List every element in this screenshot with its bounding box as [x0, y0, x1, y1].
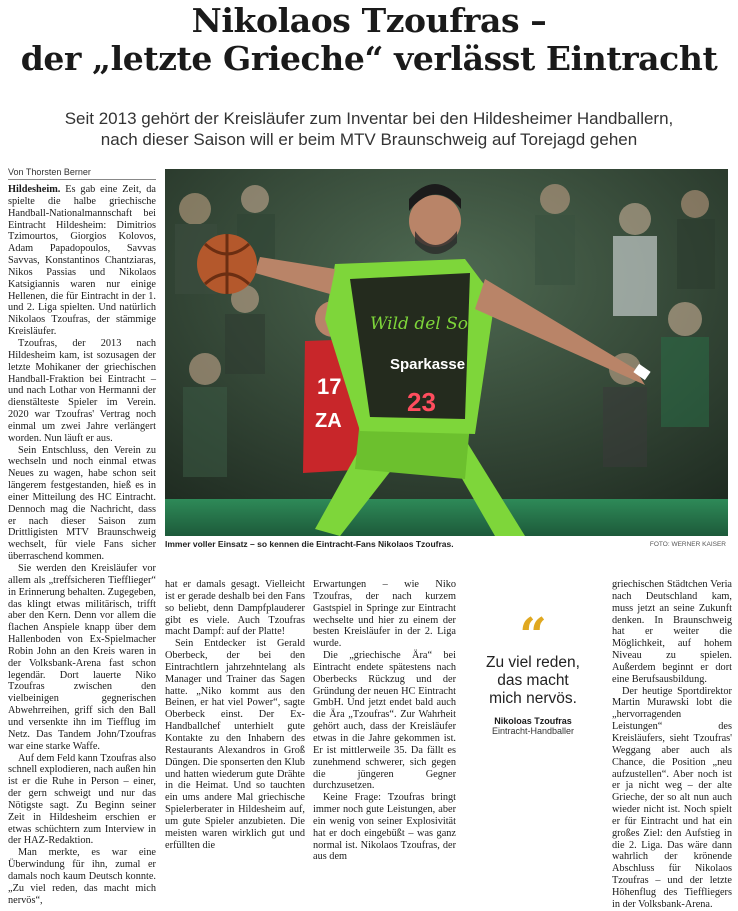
quote-mark-icon: “ — [519, 608, 547, 664]
byline-rule — [8, 179, 156, 180]
handball — [197, 234, 257, 294]
jersey-text-2: Sparkasse — [390, 356, 466, 373]
paragraph-10: Die „griechische Ära“ bei Eintracht endete spätestens nach Oberbecks Rückzug und der Gründung der neuen HC Eintracht GmbH. Und jetzt endet bald auch die Ära „Tzoufras“. Zur Wahrheit gehört auch, dass der Kreisläufer etwas in die Jahre gekommen ist. Er ist mittlerweile 35. Da fällt es zunehmend schwerer, sich gegen die jüngeren Gegner durchzusetzen. — [313, 650, 456, 792]
subheadline-line-2: nach dieser Saison will er beim MTV Braunschweig auf Torejagd gehen — [100, 130, 638, 149]
paragraph-1-text: Es gab eine Zeit, da spielte die halbe griechische Handball-Nationalmannschaft bei Eintracht Hildesheim: Dimitrios Tzimourtos, Giorgios Kolovos, Adam Papadopoulos, Savvas Savvas, Konstantinos Chantziaras, Nikos Passias und Nikolaos Katsigiannis waren nur einige Hellenen, die für Eintracht in der 1. und 2. Liga spielten. Und natürlich Nikolaos Tzoufras, der stämmige Kreisläufer. — [8, 184, 156, 338]
subheadline — [0, 108, 738, 150]
byline: Von Thorsten Berner — [8, 167, 91, 177]
dateline: Hildesheim. — [8, 184, 61, 195]
paragraph-1 — [8, 184, 156, 338]
jersey-number: 23 — [407, 387, 436, 417]
paragraph-9: Erwartungen – wie Niko Tzoufras, der nach kurzem Gastspiel in Springe zur Eintracht wechselte und hier zu einem der besten Kreisläufer in der 2. Liga wurde. — [313, 579, 456, 650]
subheadline-line-1: Seit 2013 gehört der Kreisläufer zum Inventar bei den Hildesheimer Handballern, — [64, 109, 674, 128]
jersey-text-1: Wild del Sol — [370, 314, 474, 334]
photo-credit: FOTO: WERNER KAISER — [649, 541, 726, 548]
paragraph-2: Tzoufras, der 2013 nach Hildesheim kam, ist sozusagen der letzte Mohikaner der griechischen Handball-Fraktion bei Eintracht – und nach Lothar von Hermanni der dienstälteste Spieler im Verein. 2020 war Tzoufras' Vertrag noch einmal um zwei Jahre verlängert worden. Nun läuft er aus. — [8, 337, 156, 444]
paragraph-13: Der heutige Sportdirektor Martin Murawski lobt die „hervorragenden Leistungen“ des Kreisläufers, sieht Tzoufras' Weggang aber auch als Chance, die Position „neu aufzustellen“. Aber noch ist er ja nicht weg – der alte Grieche, der so alt nun auch wieder nicht ist. Noch spielt er für Eintracht und hat ein großes Ziel: den Aufstieg in die 2. Liga. Das wäre dann wahrlich der krönende Abschluss für Nikolaos Tzoufras – und der letzte Höhenflug des Tieffliegers in der Volksbank-Arena. — [612, 685, 732, 910]
paragraph-8: Sein Entdecker ist Gerald Oberbeck, der bei den Eintrachtlern jahrzehntelang als Manager und Trainer das Sagen hatte. „Niko kommt aus den Beinen, er hat viel Power“, sagte Oberbeck einst. Der Ex-Handballchef unterhielt gute Kontakte zu den Inhabern des Restaurants Alexandros in Groß Düngen. Die sponserten den Klub und hatten wiederum gute Drähte in die Heimat. Und so tauchten ein ums andere Mal griechische Spielerberater in Hildesheim auf, um gute Spieler anzubieten. Die meisten waren wirklich gut und erfüllten die — [165, 638, 305, 851]
paragraph-11: Keine Frage: Tzoufras bringt immer noch gute Leistungen, aber ein wenig von seiner Explosivität hat er doch eingebüßt – was ganz normal ist. Nikolaos Tzoufras, der aus dem — [313, 792, 456, 863]
paragraph-3: Sein Entschluss, den Verein zu wechseln und noch einmal etwas Neues zu wagen, habe schon seit längerem festgestanden, hieß es in einer Mitteilung des HC Eintracht. Dennoch mag die Nachricht, dass er nach dieser Saison zum Drittligisten MTV Braunschweig wechselt, für viele Fans sicher überraschend kommen. — [8, 444, 156, 563]
photo-illustration — [165, 169, 728, 536]
article-photo — [165, 169, 728, 536]
paragraph-5: Auf dem Feld kann Tzoufras also schnell explodieren, nach außen hin ist er die Ruhe in Person – einer, der gern schweigt und nur das Nötigste sagt. Zu Beginn seiner Zeit in Hildesheim erschien er etwas schüchtern zum Interview in der HAZ-Redaktion. — [8, 752, 156, 847]
pull-quote-line-2: das macht — [497, 672, 569, 689]
article-column-2 — [165, 579, 305, 851]
paragraph-4: Sie werden den Kreisläufer vor allem als „treffsicheren Tiefflieger“ in Erinnerung behalten. Zugegeben, das klingt etwas militärisch, trifft aber den Kern. Denn vor allem die flachen Anspiele knapp über dem Hallenboden von Ex-Spielmacher Robin John an den Kreis waren in der Volksbank-Arena fast schon legendär. Dort lauerte Niko Tzoufras zwischen den vielbeinigen gegnerischen Abwehrreihen, griff sich den Ball und versenkte ihn im Tiefflug im Netz. Das Tandem John/Tzoufras war eine starke Waffe. — [8, 563, 156, 752]
article-column-4 — [612, 579, 732, 910]
paragraph-7: hat er damals gesagt. Vielleicht ist er gerade deshalb bei den Fans so beliebt, denn Dampfplauderer gibt es viele. Auch Tzoufras macht Dampf: auf der Platte! — [165, 579, 305, 638]
court-floor — [165, 499, 728, 536]
headline-line-1: Nikolaos Tzoufras – — [191, 1, 547, 40]
opponent-number: 17 — [317, 374, 342, 399]
paragraph-6: Man merkte, es war eine Überwindung für ihn, zumal er damals noch kaum Deutsch konnte. „Zu viel reden, das macht mich nervös“, — [8, 847, 156, 906]
pull-quote-role: Eintracht-Handballer — [491, 726, 575, 736]
opponent-text: ZA — [315, 410, 342, 432]
headline-line-2: der „letzte Grieche“ verlässt Eintracht — [20, 39, 718, 78]
paragraph-12: griechischen Städtchen Veria nach Deutschland kam, muss jetzt an seine Zukunft denken. In Braunschweig hat er weiter die Möglichkeit, auf hohem Niveau zu spielen. Außerdem beginnt er dort eine Berufsausbildung. — [612, 579, 732, 685]
pull-quote-line-3: mich nervös. — [489, 690, 577, 707]
article-column-3 — [313, 579, 456, 863]
photo-caption: Immer voller Einsatz – so kennen die Eintracht-Fans Nikolaos Tzoufras. — [165, 539, 454, 549]
pull-quote-name: Nikoloas Tzoufras — [494, 716, 572, 726]
pull-quote-text — [463, 654, 603, 708]
headline — [0, 2, 738, 78]
article-column-1 — [8, 184, 156, 906]
pull-quote — [463, 608, 603, 736]
pull-quote-line-1: Zu viel reden, — [486, 654, 580, 671]
